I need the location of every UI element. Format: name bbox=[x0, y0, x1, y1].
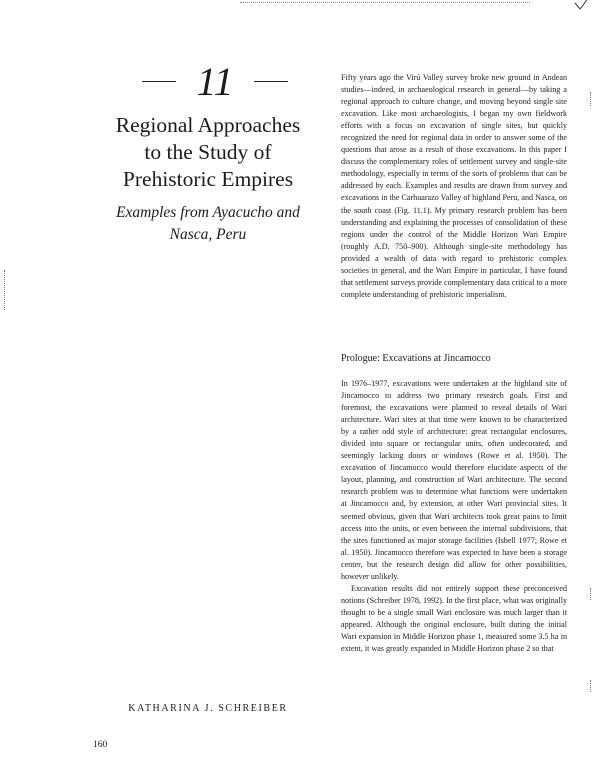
corner-check-icon bbox=[574, 0, 588, 14]
section-heading: Prologue: Excavations at Jincamocco bbox=[341, 353, 491, 364]
section-paragraph-1: In 1976–1977, excavations were undertaken at the highland site of Jincamocco to address two primary research goals. First and foremost, the excavations were planned to reveal details of Wari architecture. Wari sites at that time were known to be characterized by a rather odd style of architecture: great rectangular enclosures, divided into square or rectangular units, often undecorated, and seemingly lacking doors or windows (Rowe et al. 1950). The excavation of Jincamocco would therefore elucidate aspects of the layout, planning, and construction of Wari architecture. The second research problem was to determine what functions were undertaken at Jincamocco and, by extension, at other Wari provincial sites. It seemed obvious, given that Wari architects took great pains to limit access into the units, or even between the internal subdivisions, that the sites functioned as major storage facilities (Isbell 1977; Rowe et al. 1950). Jincamocco therefore was expected to have been a storage center, but the research design did allow for other possibilities, however unlikely. bbox=[341, 379, 567, 581]
chapter-number-rule-left bbox=[142, 81, 176, 82]
margin-mark-right-2 bbox=[590, 588, 591, 600]
chapter-number-text: 11 bbox=[196, 59, 234, 104]
chapter-subtitle: Examples from Ayacucho and Nasca, Peru bbox=[116, 204, 300, 243]
author-name: KATHARINA J. SCHREIBER bbox=[128, 703, 288, 714]
intro-paragraph bbox=[341, 72, 567, 301]
top-dotted-rule bbox=[240, 2, 530, 3]
intro-paragraph-text: Fifty years ago the Virú Valley survey broke new ground in Andean studies—indeed, in archaeological research in general—by taking a regional approach to culture change, and moving beyond single site excavation. Like most archaeologists, I began my own fieldwork efforts with a focus on excavation of single sites, but quickly recognized the need for regional data in order to answer some of the questions that arose as a result of those excavations. In this paper I discuss the complementary roles of settlement survey and single-site methodology, especially in terms of the sorts of problems that can be addressed by each. Examples and results are drawn from survey and excavations in the Carhuarazo Valley of highland Peru, and Nasca, on the south coast (Fig. 11.1). My primary research problem has been understanding and explaining the processes of consolidation of these regions under the control of the Middle Horizon Wari Empire (roughly A.D. 750–900). Although single-site methodology has provided a wealth of data with regard to prehistoric complex societies in general, and the Wari Empire in particular, I have found that settlement surveys provide complementary data critical to a more complete understanding of prehistoric imperialism. bbox=[341, 73, 567, 299]
chapter-title: Regional Approaches to the Study of Prehistoric Empires bbox=[115, 113, 301, 191]
top-border bbox=[0, 0, 600, 6]
margin-mark-right-3 bbox=[590, 680, 591, 692]
section-body bbox=[341, 378, 567, 655]
chapter-number bbox=[140, 60, 290, 104]
chapter-number-rule-right bbox=[254, 81, 288, 82]
section-paragraph-2: Excavation results did not entirely support these preconceived notions (Schreiber 1978, 1992). In the first place, what was originally thought to be a single small Wari enclosure was much larger than it appeared. Although the original enclosure, built during the initial Wari expansion in Middle Horizon phase 1, measured some 3.5 ha in extent, it was greatly expanded in Middle Horizon phase 2 so that bbox=[341, 583, 567, 654]
margin-mark-right-1 bbox=[590, 92, 591, 106]
margin-mark-left bbox=[4, 270, 5, 310]
page-number: 160 bbox=[93, 740, 108, 750]
